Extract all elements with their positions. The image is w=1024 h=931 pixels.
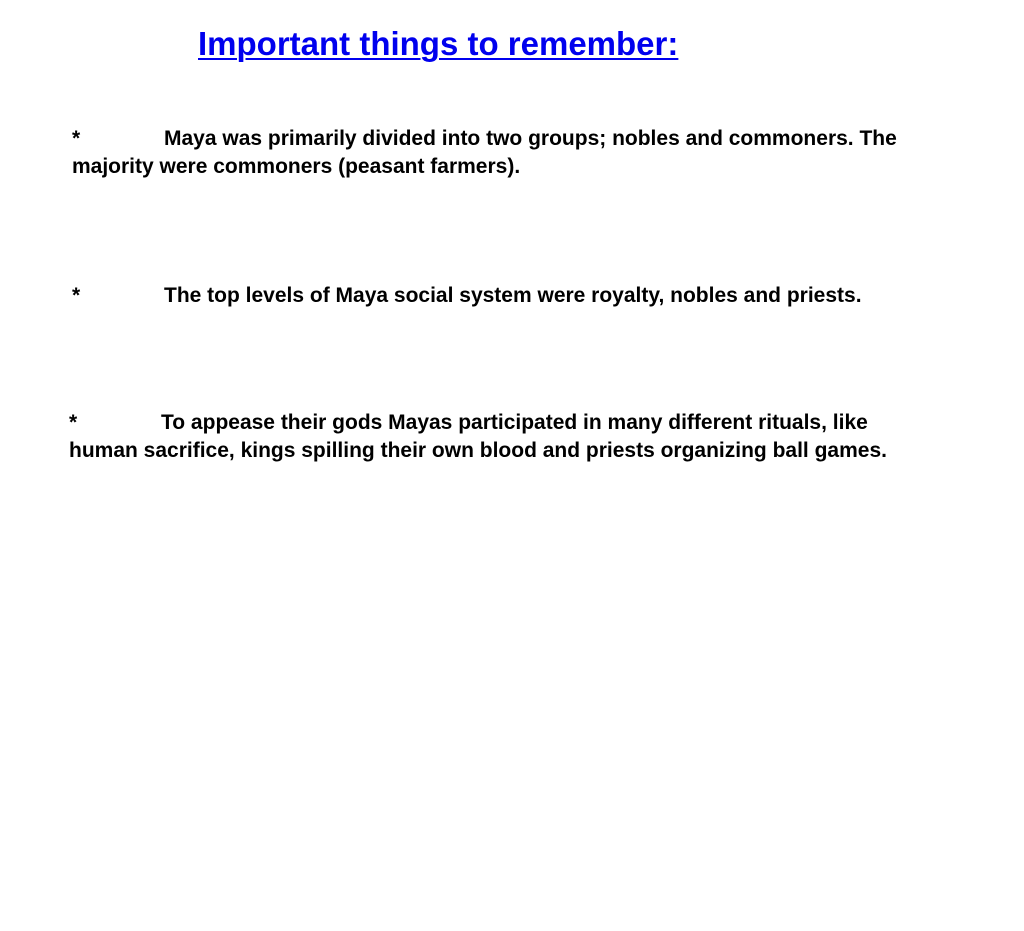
page-title: Important things to remember: <box>198 25 679 62</box>
bullet-item-social-groups <box>72 125 952 181</box>
bullet-item-rituals <box>69 409 919 465</box>
bullet-marker: * <box>72 284 81 307</box>
bullet-item-social-hierarchy <box>72 282 872 310</box>
bullet-marker: * <box>72 127 81 150</box>
bullet-text: Maya was primarily divided into two groups; nobles and commoners. The majority were commoners (peasant farmers). <box>72 127 897 178</box>
bullet-text: The top levels of Maya social system were royalty, nobles and priests. <box>164 284 862 307</box>
bullet-marker: * <box>69 411 78 434</box>
bullet-text: To appease their gods Mayas participated in many different rituals, like human sacrifice, kings spilling their own blood and priests organizing ball games. <box>69 411 887 462</box>
